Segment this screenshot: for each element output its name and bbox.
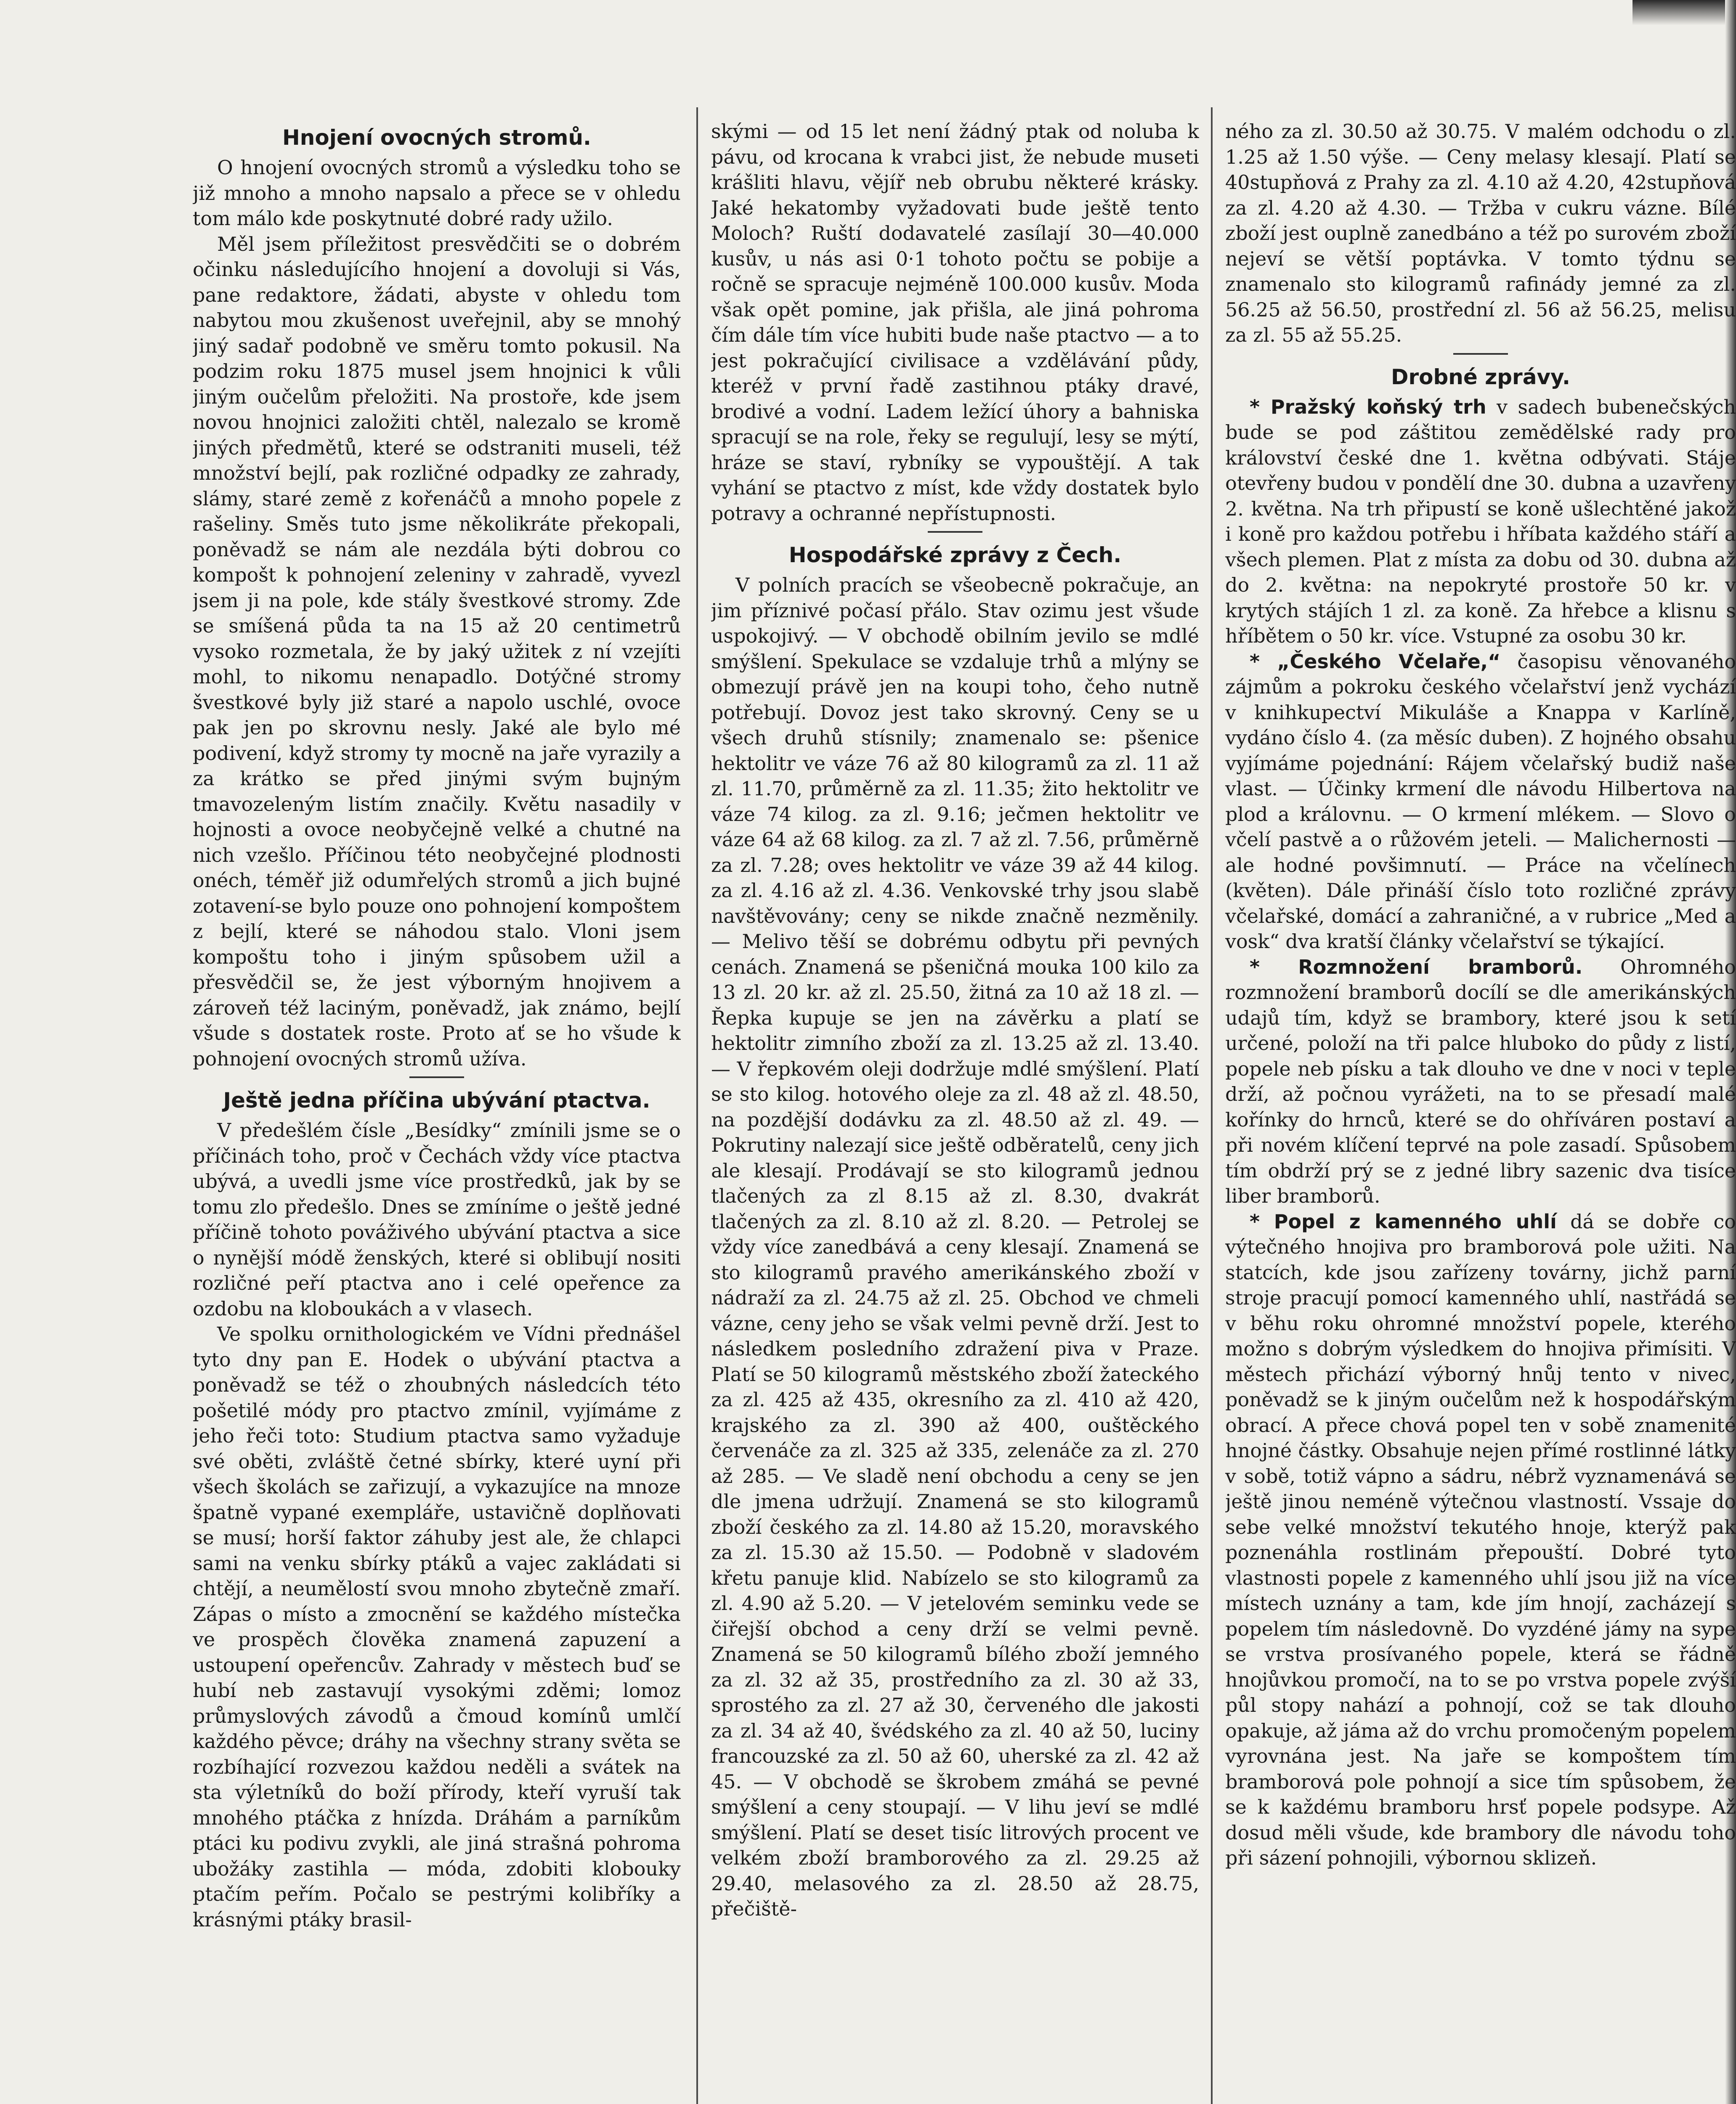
- notice-head: * Rozmnožení bramborů.: [1250, 955, 1583, 978]
- column-rule-2: [1211, 107, 1213, 2104]
- article-title-hospodarske-zpravy: Hospodářské zprávy z Čech.: [788, 543, 1122, 567]
- paragraph-continued: ného za zl. 30.50 až 30.75. V malém odchodu o zl. 1.25 až 1.50 výše. — Ceny melasy klesají. Platí se 40stupňová z Prahy za zl. 4.10 až 4.20, 42stupňová za zl. 4.20 až 4.30. — Tržba v cukru vázne. Bílé zboží jest ouplně zanedbáno a též po surovém zboží nejeví se větší poptávka. V tomto týdnu se znamenalo sto kilogramů rafinády jemné za zl. 56.25 až 56.50, prostřední zl. 56 až 56.25, melisu za zl. 55 až 55.25.: [1225, 120, 1736, 346]
- paragraph: V polních pracích se všeobecně pokračuje, an jim příznivé počasí přálo. Stav ozimu jest všude uspokojivý. — V obchodě obilním jevilo se mdlé smýšlení. Spekulace se vzdaluje trhů a mlýny se obmezují právě jen na koupi toho, čeho nutně potřebují. Dovoz jest tako skrovný. Ceny se u všech druhů stísnily; znamenalo se: pšenice hektolitr ve váze 76 až 80 kilogramů za zl. 11 až zl. 11.70, průměrně za zl. 11.35; žito hektolitr ve váze 74 kilog. za zl. 9.16; ječmen hektolitr ve váze 64 až 68 kilog. za zl. 7 až zl. 7.56, průměrně za zl. 7.28; oves hektolitr ve váze 39 až 44 kilog. za zl. 4.16 až zl. 4.36. Venkovské trhy jsou slabě navštěvovány; ceny se nikde značně nezměnily. — Melivo těší se dobrému odbytu při pevných cenách. Znamená se pšeničná mouka 100 kilo za 13 zl. 20 kr. až zl. 25.50, žitná za 10 až 18 zl. — Řepka kupuje se jen na závěrku a platí se hektolitr zimního zboží za zl. 13.25 až zl. 13.40. — V řepkovém oleji dodržuje mdlé smýšlení. Platí se sto kilog. hotového oleje za zl. 48 až zl. 48.50, na pozdější dodávku za zl. 48.50 až zl. 49. — Pokrutiny nalezají sice ještě odběratelů, ceny jich ale klesají. Prodávají se sto kilogramů jednou tlačených za zl 8.15 až zl. 8.30, dvakrát tlačených za zl. 8.10 až zl. 8.20. — Petrolej se vždy více zanedbává a ceny klesají. Znamená se sto kilogramů pravého amerikánského zboží v nádraží za zl. 24.75 až zl. 25. Obchod ve chmeli vázne, ceny jeho se však velmi pevně drží. Jest to následkem posledního zdražení piva v Praze. Platí se 50 kilogramů městského zboží žateckého za zl. 425 až 435, okresního za zl. 410 až 420, krajského za zl. 390 až 400, ouštěckého červenáče za zl. 325 až 335, zelenáče za zl. 270 až 285. — Ve sladě není obchodu a ceny se jen dle jmena udržují. Znamená se sto kilogramů zboží českého za zl. 14.80 až 15.20, moravského za zl. 15.30 až 15.50. — Podobně v sladovém křetu panuje klid. Nabízelo se sto kilogramů za zl. 4.90 až 5.20. — V jetelovém seminku vede se čiřejší obchod a ceny drží se velmi pevně. Znamená se 50 kilogramů bílého zboží jemného za zl. 32 až 35, prostředního za zl. 30 až 33, sprostého za zl. 27 až 30, červeného dle jakosti za zl. 34 až 40, švédského za zl. 40 až 50, luciny francouzské za zl. 50 až 60, uherské za zl. 42 až 45. — V obchodě se škrobem zmáhá se pevné smýšlení a ceny stoupají. — V lihu jeví se mdlé smýšlení. Platí se deset tisíc litrových procent ve velkém zboží bramborového za zl. 29.25 až 29.40, melasového za zl. 28.50 až 28.75, přečiště-: [711, 574, 1199, 1920]
- separator-rule: [1453, 353, 1508, 355]
- column-1: [193, 119, 681, 2104]
- column-rule-1: [696, 107, 698, 2104]
- article-title-ptactvo: Ještě jedna příčina ubývání ptactva.: [223, 1088, 650, 1113]
- notice-konsky-trh: [1225, 394, 1736, 649]
- notice-text: Ohromného rozmnožení bramborů docílí se dle amerikánských udajů tím, když se brambory, které jsou k setí určené, položí na tři palce hluboko do půdy z listí, popele neb písku a tak dlouho ve dne v noci v teple drží, až počnou vyrážeti, na to se přesadí malé kořínky do hrnců, které se do ohříváren postaví a při novém klíčení teprvé na pole zasadí. Spůsobem tím obdrží prý se z jedné libry sazenic dva tisíce liber bramborů.: [1225, 955, 1736, 1207]
- article-title-drobne-zpravy: Drobné zprávy.: [1391, 364, 1571, 389]
- notice-cesky-vcelar: [1225, 649, 1736, 954]
- article-title-hnojeni: Hnojení ovocných stromů.: [282, 125, 592, 150]
- paragraph: V předešlém čísle „Besídky“ zmínili jsme se o příčinách toho, proč v Čechách vždy více ptactva ubývá, a uvedli jsme více prostředků, jak by se tomu zlo předešlo. Dnes se zmíníme o ještě jedné příčině tohoto pováživého ubývání ptactva a sice o nynější módě ženských, které si oblibují nositi rozličné peří ptactva ano i celé opeřence za ozdobu na kloboukách a v vlasech.: [193, 1119, 681, 1320]
- notice-text: dá se dobře co výtečného hnojiva pro bramborová pole užiti. Na statcích, kde jsou zařízeny továrny, jichž parní stroje pracují pomocí kamenného uhlí, nastřádá se v běhu roku ohromné množství popele, kterého možno s dobrým výsledkem do hnojiva přimísiti. V městech přichází výborný hnůj tento v nivec, poněvadž se k jiným oučelům než k hospodářským obrací. A přece chová popel ten v sobě znamenité hnojné částky. Obsahuje nejen přímé rostlinné látky v sobě, totiž vápno a sádru, nébrž vyznamenává se ještě jinou neméně výtečnou vlastností. Vssaje do sebe velké množství tekutého hnoje, kterýž pak poznenáhla rostlinám přepouští. Dobré tyto vlastnosti popele z kamenného uhlí jsou již na více místech uznány a tam, kde jím hnojí, zacházejí s popelem tím následovně. Do vyzdéné jámy na sype se vrstva prosívaného popele, která se řádně hnojůvkou promočí, na to se po vrstva popele zvýší půl stopy nahází a pohnojí, což se tak dlouho opakuje, až jáma až do vrchu promočeným popelem vyrovnána jest. Na jaře se kompoštem tím bramborová pole pohnojí a sice tím spůsobem, že se k každému bramboru hrsť popele podsype. Až dosud měli všude, kde brambory dle návodu toho při sázení pohnojili, výbornou sklizeň.: [1225, 1210, 1736, 1869]
- notice-head: * Popel z kamenného uhlí: [1250, 1210, 1557, 1233]
- notice-text: v sadech bubenečských bude se pod záštitou zemědělské rady pro království české dne 1. května odbývati. Stáje otevřeny budou v pondělí dne 30. dubna a uzavřeny 2. května. Na trh připustí se koně ušlechtěné jakož i koně pro každou potřebu i hříbata každého stáří a všech plemen. Plat z místa za dobu od 30. dubna až do 2. května: na nepokryté prostoře 50 kr. v krytých stájích 1 zl. za koně. Za hřebce a klisnu s hříbětem o 50 kr. více. Vstupné za osobu 30 kr.: [1225, 395, 1736, 647]
- notice-popel-z-uhli: [1225, 1209, 1736, 1871]
- notice-text: časopisu věnovaného zájmům a pokroku českého včelařství jenž vychází v knihkupectví Mikuláše a Knappa v Karlíně, vydáno číslo 4. (za měsíc duben). Z hojného obsahu vyjímáme pojednání: Rájem včelařský budiž naše vlast. — Účinky krmení dle návodu Hilbertova na plod a královnu. — O krmení mlékem. — Slovo o včelí pastvě a o růžovém jeteli. — Malichernosti — ale hodné povšimnutí. — Práce na včelínech (květen). Dále přináší číslo toto rozličné zprávy včelařské, domácí a zahraničné, a v rubrice „Med a vosk“ dva kratší články včelařství se týkající.: [1225, 650, 1736, 953]
- paragraph: Měl jsem příležitost presvědčiti se o dobrém očinku následujícího hnojení a dovoluji si Vás, pane redaktore, žádati, abyste v ohledu tom nabytou mou zkušenost uveřejnil, aby se mnohý jiný sadař podobně ve směru tomto pokusil. Na podzim roku 1875 musel jsem hnojnici k vůli jiným oučelům přeložiti. Na prostoře, kde jsem novou hnojnici založiti chtěl, nalezalo se kromě jiných předmětů, které se odstraniti museli, též množství bejlí, pak rozličné odpadky ze zahrady, slámy, staré země z kořenáčů a mnoho popele z rašeliny. Směs tuto jsme několikráte překopali, poněvadž se nám ale nezdála býti dobrou co kompošt k pohnojení zeleniny v zahradě, vyvezl jsem ji na pole, kde stály švestkové stromy. Zde se smíšená půda ta na 15 až 20 centimetrů vysoko rozmetala, že by jaký užitek z ní vzejíti mohl, to nikomu nenapadlo. Dotýčné stromy švestkové byly již staré a napolo uschlé, ovoce pak jen po skrovnu nesly. Jaké ale bylo mé podivení, když stromy ty mocně na jaře vyrazily a za krátko se před jinými svým bujným tmavozeleným listím značily. Květu nasadily v hojnosti a ovoce neobyčejně velké a chutné na nich vzešlo. Příčinou této neobyčejné plodnosti onéch, téměř již odumřelých stromů a jich bujné zotavení-se bylo pouze ono pohnojení kompoštem z bejlí, které se náhodou stalo. Vloni jsem kompoštu toho i jiným spůsobem užil a přesvědčil se, že jest výborným hnojivem a zároveň též laciným, poněvadž, jak známo, bejlí všude s dostatek roste. Proto ať se ho všude k pohnojení ovocných stromů užíva.: [193, 232, 681, 1070]
- paragraph: O hnojení ovocných stromů a výsledku toho se již mnoho a mnoho napsalo a přece se v ohledu tom málo kde poskytnuté dobré rady užilo.: [193, 156, 681, 230]
- separator-rule: [409, 1076, 464, 1078]
- scan-top-shadow: [1632, 0, 1736, 25]
- notice-head: * „Českého Včelaře,“: [1250, 650, 1501, 673]
- paragraph: Ve spolku ornithologickém ve Vídni přednášel tyto dny pan E. Hodek o ubývání ptactva a poněvadž se též o zhoubných následcích této pošetilé módy pro ptactvo zmínil, vyjímáme z jeho řeči toto: Studium ptactva samo vyžaduje své oběti, zvláště četné sbírky, které uyní při všech školách se zařizují, a vykazujíce na mnoze špatně vypané exempláře, ustavičně doplňovati se musí; horší faktor záhuby jest ale, že chlapci sami na venku sbírky ptáků a vajec zakládati si chtějí, a neumělostí svou mnoho zbytečně zmaří. Zápas o místo a zmocnění se každého místečka ve prospěch člověka znamená zapuzení a ustoupení opeřencův. Zahrady v městech buď se hubí neb zastavují vysokými zděmi; lomoz průmyslových závodů a čmoud komínů umlčí každého pěvce; dráhy na všechny strany světa se rozbíhající rozvezou každou neděli a svátek na sta výletníků do boží přírody, kteří vyruší tak mnohého ptáčka z hnízda. Dráhám a parníkům ptáci ku podivu zvykli, ale jiná strašná pohroma ubožáky zastihla — móda, zdobiti klobouky ptačím peřím. Počalo se pestrými kolibříky a krásnými ptáky brasil-: [193, 1323, 681, 1931]
- column-2: [711, 119, 1199, 2104]
- notice-rozmnozeni-bramboru: [1225, 954, 1736, 1209]
- paragraph-continued: skými — od 15 let není žádný ptak od noluba k pávu, od krocana k vrabci jist, že nebude museti krášliti hlavu, vějíř neb obrubu některé krásky. Jaké hekatomby vyžadovati bude ještě tento Moloch? Ruští dodavatelé zasílají 30—40.000 kusův, u nás asi 0·1 tohoto počtu se pobije a ročně se spracuje nejméně 100.000 kusův. Moda však opět pomine, jak přišla, ale jiná pohroma čím dále tím více hubiti bude naše ptactvo — a to jest pokračující civilisace a vzdělávání půdy, kteréž v první řadě zastihnou ptáky dravé, brodivé a vodní. Ladem ležící úhory a bahniska spracují se na role, řeky se regulují, lesy se mýtí, hráze se staví, rybníky se vypouštějí. A tak vyhání se ptactvo z míst, kde vždy dostatek bylo potravy a ochranné nepřístupnosti.: [711, 120, 1199, 525]
- column-3: [1225, 119, 1736, 2104]
- notice-head: * Pražský koňský trh: [1250, 395, 1486, 418]
- separator-rule: [928, 531, 982, 533]
